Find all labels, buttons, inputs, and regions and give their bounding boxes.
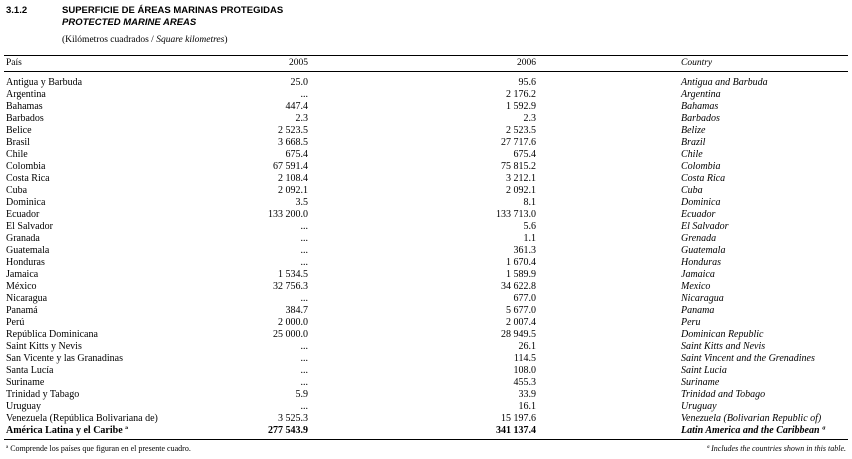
table-row xyxy=(0,329,852,341)
value-2005: 67 591.4 xyxy=(273,161,308,172)
value-2006: 95.6 xyxy=(518,77,536,88)
country-name-es: Saint Kitts y Nevis xyxy=(6,341,82,352)
country-name-en: Dominican Republic xyxy=(681,329,764,340)
column-header-pais: País xyxy=(6,58,22,68)
value-2005: 447.4 xyxy=(285,101,308,112)
value-2006: 5 677.0 xyxy=(506,305,536,316)
country-name-es: Belice xyxy=(6,125,32,136)
value-2005: 133 200.0 xyxy=(268,209,308,220)
value-2005: ... xyxy=(300,377,308,388)
country-name-en: Venezuela (Bolivarian Republic of) xyxy=(681,413,822,424)
table-row xyxy=(0,365,852,377)
country-name-es: Cuba xyxy=(6,185,28,196)
footnote-es: ª Comprende los países que figuran en el presente cuadro. xyxy=(6,444,191,453)
table-row xyxy=(0,281,852,293)
country-name-es: Costa Rica xyxy=(6,173,50,184)
country-name-es: Dominica xyxy=(6,197,46,208)
country-name-en: El Salvador xyxy=(681,221,729,232)
country-name-en: Panama xyxy=(681,305,715,316)
value-2005: ... xyxy=(300,293,308,304)
value-2005: 277 543.9 xyxy=(268,425,308,436)
bottom-rule xyxy=(4,439,848,440)
table-row xyxy=(0,137,852,149)
country-name-es: Uruguay xyxy=(6,401,41,412)
country-name-en: Belize xyxy=(681,125,706,136)
country-name-es: Brasil xyxy=(6,137,30,148)
country-name-en: Brazil xyxy=(681,137,706,148)
value-2005: 3.5 xyxy=(295,197,308,208)
table-row xyxy=(0,317,852,329)
value-2006: 26.1 xyxy=(518,341,536,352)
country-name-es: Barbados xyxy=(6,113,44,124)
table-row xyxy=(0,113,852,125)
value-2006: 1 592.9 xyxy=(506,101,536,112)
table-row xyxy=(0,77,852,89)
value-2005: 2 108.4 xyxy=(278,173,308,184)
table-title-en: PROTECTED MARINE AREAS xyxy=(62,17,197,28)
country-name-es: Colombia xyxy=(6,161,46,172)
value-2005: ... xyxy=(300,245,308,256)
table-row xyxy=(0,101,852,113)
table-row xyxy=(0,209,852,221)
country-name-es: Panamá xyxy=(6,305,38,316)
country-name-es: Santa Lucía xyxy=(6,365,54,376)
country-name-en: Dominica xyxy=(681,197,721,208)
country-name-es: América Latina y el Caribe ª xyxy=(6,425,129,436)
value-2006: 27 717.6 xyxy=(501,137,536,148)
table-row xyxy=(0,257,852,269)
table-row xyxy=(0,233,852,245)
value-2006: 8.1 xyxy=(523,197,536,208)
value-2005: ... xyxy=(300,401,308,412)
country-name-es: Trinidad y Tabago xyxy=(6,389,80,400)
table-row xyxy=(0,161,852,173)
country-name-es: Bahamas xyxy=(6,101,43,112)
value-2006: 16.1 xyxy=(518,401,536,412)
country-name-en: Latin America and the Caribbean ª xyxy=(681,425,825,436)
country-name-es: Chile xyxy=(6,149,28,160)
country-name-es: Nicaragua xyxy=(6,293,48,304)
table-row xyxy=(0,293,852,305)
country-name-en: Guatemala xyxy=(681,245,726,256)
country-name-en: Costa Rica xyxy=(681,173,726,184)
value-2006: 677.0 xyxy=(513,293,536,304)
value-2006: 675.4 xyxy=(513,149,536,160)
table-row xyxy=(0,305,852,317)
table-title-es: SUPERFICIE DE ÁREAS MARINAS PROTEGIDAS xyxy=(62,5,284,16)
column-header-2005: 2005 xyxy=(289,58,308,68)
country-name-en: Mexico xyxy=(681,281,711,292)
country-name-es: Argentina xyxy=(6,89,46,100)
table-row xyxy=(0,269,852,281)
value-2006: 5.6 xyxy=(523,221,536,232)
value-2005: 3 525.3 xyxy=(278,413,308,424)
value-2005: 25 000.0 xyxy=(273,329,308,340)
table-row xyxy=(0,125,852,137)
table-row xyxy=(0,413,852,425)
table-row xyxy=(0,353,852,365)
table-number: 3.1.2 xyxy=(6,5,28,16)
column-header-2006: 2006 xyxy=(517,58,536,68)
country-name-es: Guatemala xyxy=(6,245,50,256)
value-2005: 2 000.0 xyxy=(278,317,308,328)
table-row xyxy=(0,185,852,197)
table-row xyxy=(0,149,852,161)
value-2005: 675.4 xyxy=(285,149,308,160)
country-name-en: Jamaica xyxy=(681,269,715,280)
country-name-en: Uruguay xyxy=(681,401,717,412)
value-2006: 361.3 xyxy=(513,245,536,256)
country-name-en: Nicaragua xyxy=(681,293,724,304)
value-2006: 2 523.5 xyxy=(506,125,536,136)
value-2006: 3 212.1 xyxy=(506,173,536,184)
table-row xyxy=(0,173,852,185)
country-name-en: Saint Lucia xyxy=(681,365,727,376)
country-name-es: Perú xyxy=(6,317,25,328)
country-name-en: Antigua and Barbuda xyxy=(681,77,768,88)
country-name-es: San Vicente y las Granadinas xyxy=(6,353,123,364)
table-row xyxy=(0,221,852,233)
table-body xyxy=(0,77,852,437)
value-2006: 2 092.1 xyxy=(506,185,536,196)
value-2005: ... xyxy=(300,221,308,232)
header-rule xyxy=(4,71,848,72)
country-name-en: Grenada xyxy=(681,233,717,244)
country-name-en: Colombia xyxy=(681,161,721,172)
value-2005: ... xyxy=(300,365,308,376)
value-2005: 2.3 xyxy=(295,113,308,124)
country-name-en: Peru xyxy=(681,317,701,328)
country-name-en: Honduras xyxy=(681,257,722,268)
country-name-en: Suriname xyxy=(681,377,720,388)
value-2006: 33.9 xyxy=(518,389,536,400)
value-2006: 108.0 xyxy=(513,365,536,376)
country-name-en: Bahamas xyxy=(681,101,719,112)
value-2005: 384.7 xyxy=(285,305,308,316)
value-2005: 25.0 xyxy=(290,77,308,88)
value-2006: 455.3 xyxy=(513,377,536,388)
country-name-en: Ecuador xyxy=(681,209,716,220)
value-2006: 75 815.2 xyxy=(501,161,536,172)
country-name-en: Cuba xyxy=(681,185,703,196)
value-2005: 2 092.1 xyxy=(278,185,308,196)
country-name-es: El Salvador xyxy=(6,221,53,232)
units-en: Square kilometres xyxy=(156,35,225,45)
value-2006: 1 589.9 xyxy=(506,269,536,280)
table-row xyxy=(0,341,852,353)
country-name-es: Antigua y Barbuda xyxy=(6,77,83,88)
value-2005: ... xyxy=(300,257,308,268)
total-row xyxy=(0,425,852,437)
value-2006: 2.3 xyxy=(523,113,536,124)
value-2005: 3 668.5 xyxy=(278,137,308,148)
value-2005: 2 523.5 xyxy=(278,125,308,136)
value-2006: 2 007.4 xyxy=(506,317,536,328)
country-name-en: Argentina xyxy=(681,89,721,100)
value-2006: 114.5 xyxy=(513,353,536,364)
value-2005: ... xyxy=(300,341,308,352)
value-2006: 2 176.2 xyxy=(506,89,536,100)
table-row xyxy=(0,401,852,413)
table-row xyxy=(0,389,852,401)
value-2006: 1 670.4 xyxy=(506,257,536,268)
country-name-es: República Dominicana xyxy=(6,329,98,340)
country-name-en: Barbados xyxy=(681,113,720,124)
footnote-en: ª Includes the countries shown in this table. xyxy=(706,444,846,453)
country-name-es: Suriname xyxy=(6,377,45,388)
country-name-es: Granada xyxy=(6,233,40,244)
value-2006: 1.1 xyxy=(523,233,536,244)
value-2006: 133 713.0 xyxy=(496,209,536,220)
value-2006: 341 137.4 xyxy=(496,425,536,436)
country-name-en: Chile xyxy=(681,149,703,160)
value-2005: 32 756.3 xyxy=(273,281,308,292)
table-row xyxy=(0,197,852,209)
value-2006: 34 622.8 xyxy=(501,281,536,292)
country-name-en: Saint Kitts and Nevis xyxy=(681,341,766,352)
country-name-es: Honduras xyxy=(6,257,45,268)
country-name-en: Trinidad and Tobago xyxy=(681,389,766,400)
units-close: ) xyxy=(224,35,228,45)
units-es: (Kilómetros cuadrados / xyxy=(62,35,157,45)
country-name-en: Saint Vincent and the Grenadines xyxy=(681,353,815,364)
value-2005: ... xyxy=(300,233,308,244)
value-2005: ... xyxy=(300,353,308,364)
units-note xyxy=(62,35,228,45)
column-header-country: Country xyxy=(681,58,713,68)
country-name-es: México xyxy=(6,281,37,292)
value-2005: 5.9 xyxy=(295,389,308,400)
table-row xyxy=(0,245,852,257)
country-name-es: Jamaica xyxy=(6,269,39,280)
value-2006: 15 197.6 xyxy=(501,413,536,424)
country-name-es: Ecuador xyxy=(6,209,40,220)
value-2006: 28 949.5 xyxy=(501,329,536,340)
value-2005: 1 534.5 xyxy=(278,269,308,280)
table-row xyxy=(0,377,852,389)
value-2005: ... xyxy=(300,89,308,100)
table-row xyxy=(0,89,852,101)
country-name-es: Venezuela (República Bolivariana de) xyxy=(6,413,158,424)
top-rule xyxy=(4,55,848,56)
